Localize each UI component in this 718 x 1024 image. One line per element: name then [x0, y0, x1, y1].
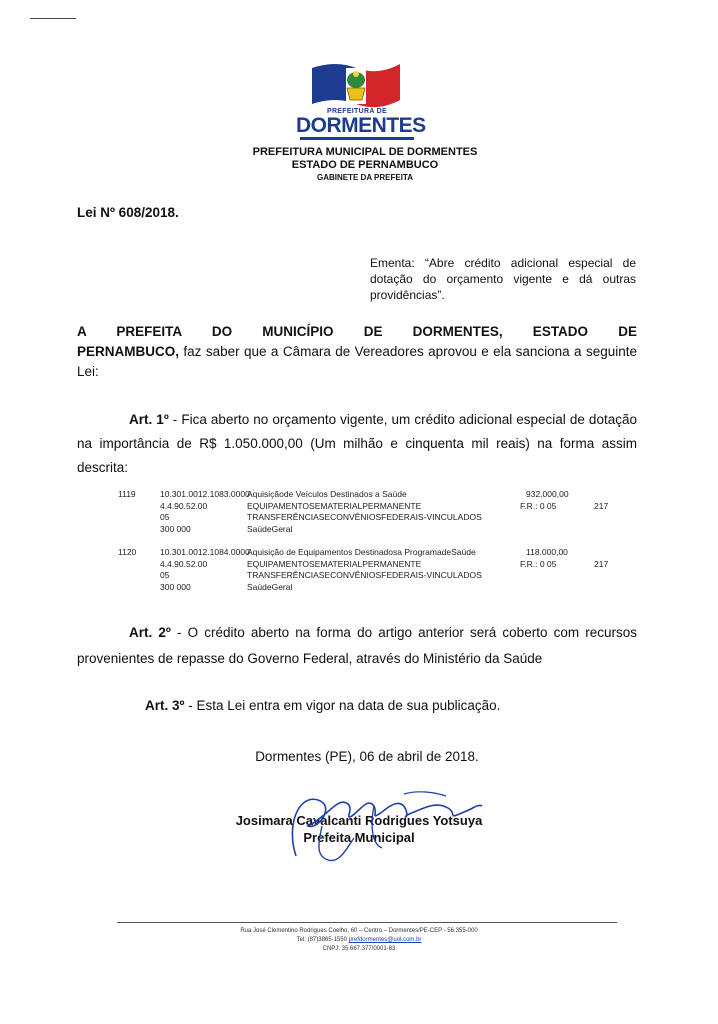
budget-row-fonte: 217	[594, 558, 609, 569]
article-2-label: Art. 2º	[129, 625, 171, 640]
budget-row-code: 1119	[118, 489, 136, 499]
description-line: EQUIPAMENTOSEMATERIALPERMANENTE	[247, 558, 422, 569]
budget-row-program	[160, 489, 250, 535]
preamble-bold-line: A PREFEITA DO MUNICÍPIO DE DORMENTES, ESTADO DE	[77, 324, 637, 339]
letterhead-line-3: GABINETE DA PREFEITA	[316, 173, 413, 182]
logo-small-text: PREFEITURA DE	[326, 108, 388, 115]
article-1-label: Art. 1º	[129, 412, 169, 427]
footer-address: Rua José Clementino Rodrigues Coelho, 60 – Centro – Dormentes/PE-CEP - 56.355-000	[240, 928, 478, 934]
program-line: 4.4.90.52.00	[160, 558, 208, 569]
ementa-text: Ementa: “Abre crédito adicional especial de dotação do orçamento vigente e dá outras providências”.	[370, 256, 636, 302]
description-line: EQUIPAMENTOSEMATERIALPERMANENTE	[247, 500, 422, 511]
letterhead-line-2: ESTADO DE PERNAMBUCO	[291, 159, 439, 171]
footer-email-link[interactable]: prefdormentes@uol.com.br	[348, 937, 422, 943]
program-line: 4.4.90.52.00	[160, 500, 208, 511]
budget-row-program	[160, 547, 250, 593]
flag-emblem-icon	[296, 58, 418, 110]
amount-value: 932.000,00	[526, 489, 569, 499]
top-mark-line	[30, 18, 76, 19]
program-line: 300 000	[160, 581, 191, 592]
article-3-text: - Esta Lei entra em vigor na data de sua publicação.	[184, 698, 501, 713]
program-line: 05	[160, 570, 170, 580]
description-line: TRANSFERÊNCIASECONVÊNIOSFEDERAIS-VINCULADOS	[247, 570, 482, 580]
letterhead-line-1: PREFEITURA MUNICIPAL DE DORMENTES	[252, 146, 478, 158]
budget-row-fonte: 217	[594, 500, 609, 511]
article-2	[77, 620, 637, 672]
logo-brand-text: DORMENTES	[296, 114, 426, 137]
description-line: Aquisição de Equipamentos Destinadosa ProgramadeSaúde	[247, 547, 476, 557]
program-line: 05	[160, 512, 170, 522]
footer	[0, 927, 718, 954]
fonte-recurso: F.R.: 0 05	[520, 558, 557, 569]
fonte-recurso: F.R.: 0 05	[520, 500, 557, 511]
program-line: 10.301.0012.1084.0000	[160, 547, 250, 557]
footer-divider	[117, 922, 617, 923]
description-line: Aquisiçãode Veículos Destinados a Saúde	[247, 489, 407, 499]
budget-row-description	[247, 547, 482, 593]
law-title: Lei Nº 608/2018.	[77, 205, 179, 220]
document-date: Dormentes (PE), 06 de abril de 2018.	[255, 749, 479, 764]
footer-tel: Tel: (87)3865-1550	[296, 937, 349, 943]
footer-cnpj: CNPJ: 35.667.377/0001-83	[322, 946, 396, 952]
footer-contact	[0, 936, 718, 945]
municipality-logo	[296, 58, 426, 142]
budget-row-amount	[520, 489, 569, 512]
description-line: TRANSFERÊNCIASECONVÊNIOSFEDERAIS-VINCULADOS	[247, 512, 482, 522]
preamble-paragraph	[77, 322, 637, 382]
program-line: 300 000	[160, 523, 191, 534]
amount-value: 118.000,00	[526, 547, 568, 557]
letterhead	[0, 146, 718, 183]
handwritten-signature-icon	[278, 786, 488, 866]
article-1	[77, 408, 637, 480]
signer-name: Josimara Cavalcanti Rodrigues Yotsuya	[235, 813, 483, 828]
budget-row	[118, 547, 638, 595]
budget-row-description	[247, 489, 482, 535]
preamble-text: faz saber que a Câmara de Vereadores aprovou e ela sanciona a seguinte Lei:	[77, 344, 637, 379]
article-1-text: - Fica aberto no orçamento vigente, um crédito adicional especial de dotação na importância de R$ 1.050.000,00 (Um milhão e cinquenta mil reais) na forma assim descrita:	[77, 412, 637, 475]
logo-underline	[300, 137, 414, 140]
description-line: SaúdeGeral	[247, 523, 293, 534]
program-line: 10.301.0012.1083.0000	[160, 489, 250, 499]
budget-row-code: 1120	[118, 547, 137, 557]
article-3-label: Art. 3º	[145, 698, 185, 713]
description-line: SaúdeGeral	[247, 581, 293, 592]
article-3	[77, 696, 637, 716]
signer-role: Prefeita Municipal	[303, 830, 415, 845]
article-2-text: - O crédito aberto na forma do artigo anterior será coberto com recursos provenientes de repasse do Governo Federal, através do Ministério da Saúde	[77, 625, 637, 666]
budget-row-amount	[520, 547, 568, 570]
preamble-bold-state: PERNAMBUCO,	[77, 344, 180, 359]
budget-row	[118, 489, 638, 537]
